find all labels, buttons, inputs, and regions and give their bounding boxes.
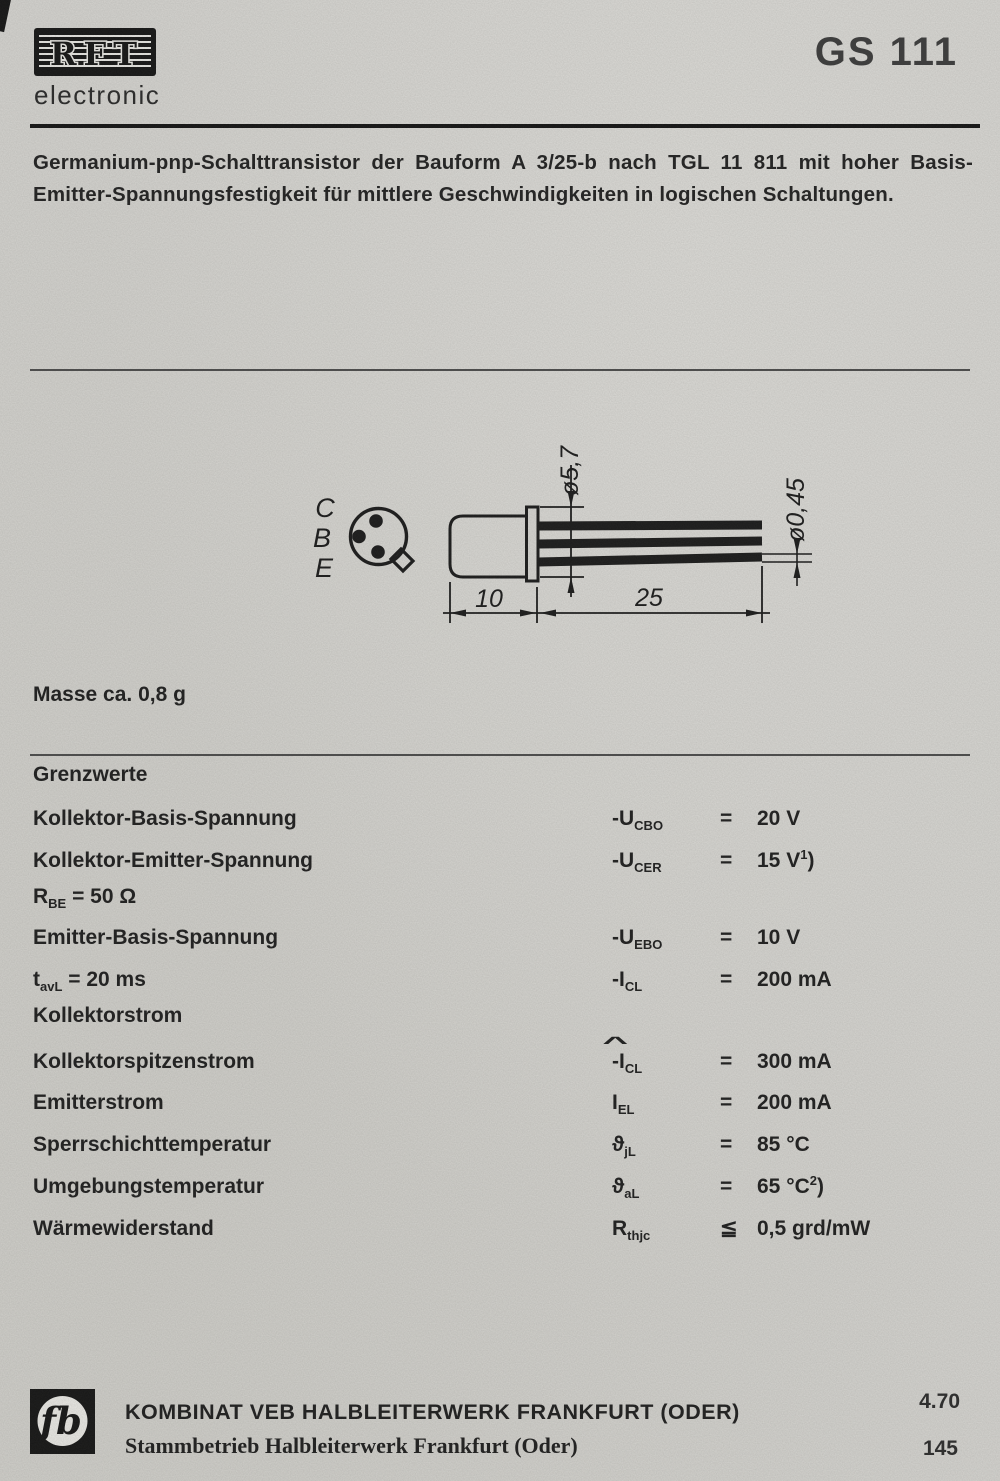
limit-symbol: $ϑ_{aL}$ — [612, 1175, 640, 1202]
limit-row — [33, 799, 968, 841]
limit-row — [33, 1209, 968, 1251]
limit-relation: = — [720, 848, 733, 872]
limit-row — [33, 1032, 968, 1084]
limit-relation: = — [720, 1091, 733, 1115]
limit-value: 0,5 grd/mW — [757, 1216, 871, 1240]
limit-label: Sperrschichttemperatur — [33, 1133, 272, 1157]
limit-symbol: $R_{thjc}$ — [612, 1216, 651, 1243]
rft-logo — [33, 27, 157, 77]
package-drawing — [0, 420, 1000, 635]
section-rule-limits — [30, 754, 970, 756]
limit-symbol: $ϑ_{jL}$ — [612, 1133, 636, 1160]
limit-relation: = — [720, 926, 733, 950]
date-code: 4.70 — [919, 1390, 960, 1413]
limit-symbol: $-I_{CL}$ — [612, 968, 643, 995]
limit-relation: = — [720, 1049, 733, 1073]
limit-label: Kollektor-Emitter-Spannung — [33, 848, 314, 872]
brand-subtitle: electronic — [34, 80, 161, 110]
limit-relation: ≦ — [720, 1216, 738, 1240]
scan-artifact — [0, 0, 12, 32]
hfo-logo — [30, 1389, 95, 1454]
transistor-flange — [527, 507, 539, 581]
limit-row — [33, 1125, 968, 1167]
limit-value: 15 $V^1$) — [757, 846, 815, 872]
limit-row — [33, 1083, 968, 1125]
limit-label: Emitter-Basis-Spannung — [33, 926, 279, 950]
limit-value: 85 °C — [757, 1133, 810, 1157]
device-description: Germanium-pnp-Schalttransistor der Bauform A 3/25-b nach TGL 11 811 mit hoher Basis-Emitter-Spannungsfestigkeit für mittlere Geschwindigkeiten in logischen Schaltungen. — [33, 151, 973, 206]
overline-hat: ^ — [602, 1032, 629, 1052]
page-number: 145 — [922, 1437, 958, 1460]
header-rule — [30, 124, 980, 128]
limit-value: 200 mA — [757, 968, 832, 992]
pin-label-b: B — [312, 523, 332, 553]
limit-row — [33, 918, 968, 960]
limit-value: 10 V — [757, 926, 801, 950]
limit-label: Umgebungstemperatur — [33, 1175, 265, 1199]
dim-lead-diameter-label: ø0,45 — [782, 478, 810, 542]
limit-label: Emitterstrom — [33, 1091, 164, 1115]
limit-label: Kollektor-Basis-Spannung — [33, 807, 297, 830]
limit-value: 20 V — [757, 807, 801, 830]
dim-lead-diameter-lines — [762, 540, 812, 586]
limit-symbol: $-U_{CBO}$ — [612, 807, 664, 834]
limit-symbol: ^ $-I_{CL}$ — [602, 1032, 643, 1076]
transistor-body-outline — [450, 516, 527, 577]
company-line1: KOMBINAT VEB HALBLEITERWERK FRANKFURT (ODER) — [125, 1400, 740, 1424]
section-rule-top — [30, 369, 970, 371]
part-number: GS 111 — [814, 30, 958, 74]
limit-row — [33, 883, 968, 919]
pin-label-e: E — [314, 553, 334, 583]
company-line2: Stammbetrieb Halbleiterwerk Frankfurt (Oder) — [125, 1433, 578, 1458]
limit-relation: = — [720, 1175, 733, 1199]
pin-label-c: C — [315, 493, 335, 523]
dim-body-length-label: 10 — [475, 585, 503, 613]
limit-relation: = — [720, 1133, 733, 1157]
limit-relation: = — [720, 807, 733, 830]
limit-relation: = — [720, 968, 733, 992]
limit-value: 200 mA — [757, 1091, 832, 1115]
pin-dot-e — [371, 545, 385, 559]
limits-title: Grenzwerte — [33, 763, 148, 786]
pin-dot-c — [369, 514, 383, 528]
limit-row — [33, 841, 968, 883]
limit-row — [33, 1002, 968, 1038]
limit-label: $R_{BE} = 50$ Ω — [33, 884, 137, 911]
limit-symbol: $-U_{CER}$ — [612, 848, 662, 875]
limit-value: 65 $^\circ C^2$) — [757, 1173, 824, 1199]
rft-logo-text: RFT — [49, 35, 145, 73]
limits-table — [33, 799, 968, 1251]
limit-label: Wärmewiderstand — [33, 1216, 214, 1240]
mass-note: Masse ca. 0,8 g — [33, 683, 186, 706]
limit-symbol: $I_{EL}$ — [612, 1091, 635, 1118]
hfo-logo-monogram: fb — [40, 1399, 82, 1443]
dim-flange-diameter-label: ø5,7 — [556, 445, 584, 496]
limit-row — [33, 960, 968, 1002]
pin-dot-b — [352, 530, 366, 544]
dim-lead-length-label: 25 — [635, 584, 663, 612]
limit-label: Kollektorstrom — [33, 1003, 183, 1027]
limit-value: 300 mA — [757, 1049, 832, 1073]
limit-symbol: $-U_{EBO}$ — [612, 926, 663, 953]
limit-row — [33, 1167, 968, 1209]
limit-label: Kollektorspitzenstrom — [33, 1049, 255, 1073]
limit-label: $t_{avL} = 20$ ms — [33, 968, 146, 995]
